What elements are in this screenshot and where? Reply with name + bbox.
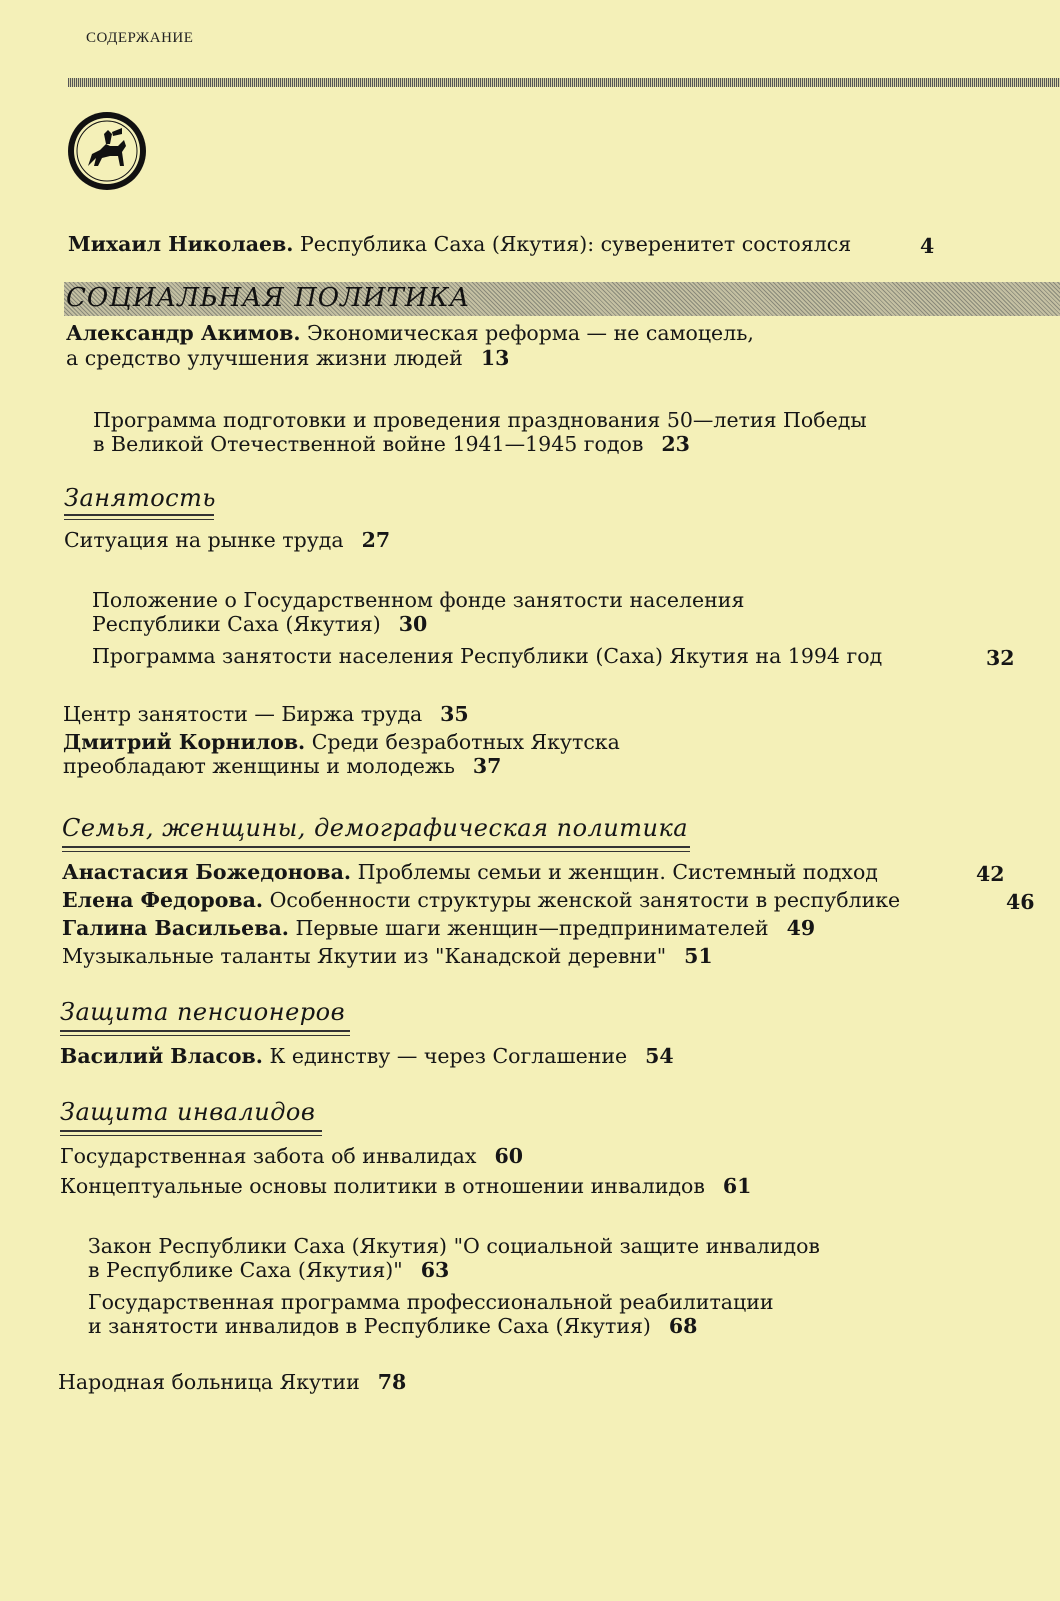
page-number: 61 — [722, 1174, 752, 1198]
page-number: 63 — [420, 1258, 450, 1282]
toc-entry-bozhedonova[interactable] — [62, 860, 878, 885]
page-number: 4 — [920, 234, 935, 258]
subsection-underline — [64, 514, 214, 520]
page-number: 46 — [1006, 890, 1035, 914]
entry-title-line2: в Великой Отечественной войне 1941—1945 годов — [93, 432, 644, 456]
page-number: 37 — [472, 754, 502, 778]
entry-author: Дмитрий Корнилов. — [63, 730, 306, 754]
entry-title: Первые шаги женщин—предпринимателей — [295, 916, 769, 940]
toc-entry-law[interactable] — [88, 1234, 820, 1259]
entry-title: Республика Саха (Якутия): суверенитет состоялся — [299, 232, 852, 256]
toc-entry-fedorova[interactable] — [62, 888, 900, 913]
entry-title-line1: Экономическая реформа — не самоцель, — [307, 321, 754, 345]
page-number: 27 — [361, 528, 391, 552]
entry-title: Программа занятости населения Республики (Саха) Якутия на 1994 год — [92, 644, 883, 668]
entry-title-line1: Закон Республики Саха (Якутия) "О социальной защите инвалидов — [88, 1234, 820, 1258]
top-rule-divider — [68, 78, 1060, 87]
entry-title-line1: Государственная программа профессиональной реабилитации — [88, 1290, 774, 1314]
page-number: 13 — [480, 346, 510, 370]
entry-author: Анастасия Божедонова. — [62, 860, 352, 884]
toc-entry-victory-cont[interactable] — [93, 432, 690, 457]
subsection-heading-employment: Занятость — [64, 484, 216, 512]
page-number: 51 — [684, 944, 713, 968]
toc-entry-intro[interactable] — [68, 232, 851, 257]
toc-entry-labor-market[interactable] — [64, 528, 390, 553]
page-number: 23 — [661, 432, 690, 456]
entry-title-line1: Программа подготовки и проведения празднования 50—летия Победы — [93, 408, 867, 432]
page-number: 78 — [377, 1370, 407, 1394]
horse-rider-emblem-icon — [66, 110, 148, 192]
toc-entry-fund[interactable] — [92, 588, 744, 613]
entry-title: Центр занятости — Биржа труда — [63, 702, 423, 726]
toc-entry-state-care[interactable] — [60, 1144, 523, 1169]
section-title: СОЦИАЛЬНАЯ ПОЛИТИКА — [66, 283, 471, 313]
toc-entry-law-cont[interactable] — [88, 1258, 449, 1283]
header-label: СОДЕРЖАНИЕ — [86, 30, 194, 46]
subsection-heading-family: Семья, женщины, демографическая политика — [62, 814, 689, 842]
entry-title: Народная больница Якутии — [58, 1370, 360, 1394]
entry-title-line2: преобладают женщины и молодежь — [63, 754, 455, 778]
page-number: 60 — [494, 1144, 523, 1168]
toc-entry-music[interactable] — [62, 944, 713, 969]
page-number: 35 — [440, 702, 469, 726]
entry-title-line1: Положение о Государственном фонде занятости населения — [92, 588, 745, 612]
toc-entry-akimov[interactable] — [66, 321, 754, 346]
page-number: 68 — [668, 1314, 698, 1338]
toc-entry-rehab[interactable] — [88, 1290, 774, 1315]
entry-author: Галина Васильева. — [62, 916, 289, 940]
page-number: 54 — [645, 1044, 674, 1068]
toc-entry-akimov-cont[interactable] — [66, 346, 509, 371]
toc-entry-kornilov-cont[interactable] — [63, 754, 501, 779]
entry-author: Александр Акимов. — [66, 321, 301, 345]
toc-entry-fund-cont[interactable] — [92, 612, 427, 637]
entry-title: Государственная забота об инвалидах — [60, 1144, 477, 1168]
subsection-underline — [60, 1130, 322, 1136]
entry-title-line2: Республики Саха (Якутия) — [92, 612, 381, 636]
toc-entry-employment-program[interactable] — [92, 644, 882, 669]
toc-entry-hospital[interactable] — [58, 1370, 406, 1395]
toc-entry-labor-exchange[interactable] — [63, 702, 469, 727]
entry-author: Василий Власов. — [60, 1044, 263, 1068]
entry-title: Проблемы семьи и женщин. Системный подход — [357, 860, 878, 884]
toc-entry-vasilyeva[interactable] — [62, 916, 815, 941]
toc-entry-rehab-cont[interactable] — [88, 1314, 697, 1339]
toc-entry-vlasov[interactable] — [60, 1044, 674, 1069]
entry-title: Концептуальные основы политики в отношении инвалидов — [60, 1174, 705, 1198]
entry-title: К единству — через Соглашение — [269, 1044, 628, 1068]
page-number: 49 — [786, 916, 816, 940]
entry-title: Музыкальные таланты Якутии из "Канадской деревни" — [62, 944, 667, 968]
entry-author: Елена Федорова. — [62, 888, 264, 912]
page-number: 32 — [986, 646, 1015, 670]
entry-title: Ситуация на рынке труда — [64, 528, 344, 552]
subsection-underline — [60, 1030, 350, 1036]
toc-entry-victory[interactable] — [93, 408, 867, 433]
page-number: 30 — [398, 612, 428, 636]
entry-title-line1: Среди безработных Якутска — [311, 730, 620, 754]
toc-entry-kornilov[interactable] — [63, 730, 620, 755]
subsection-heading-pensioners: Защита пенсионеров — [60, 998, 346, 1026]
subsection-heading-disabled: Защита инвалидов — [60, 1098, 316, 1126]
entry-title-line2: и занятости инвалидов в Республике Саха (Якутия) — [88, 1314, 651, 1338]
entry-title-line2: а средство улучшения жизни людей — [66, 346, 463, 370]
page-number: 42 — [976, 862, 1005, 886]
subsection-underline — [62, 846, 690, 852]
toc-entry-conceptual[interactable] — [60, 1174, 751, 1199]
entry-title: Особенности структуры женской занятости в республике — [269, 888, 901, 912]
entry-author: Михаил Николаев. — [68, 232, 294, 256]
entry-title-line2: в Республике Саха (Якутия)" — [88, 1258, 403, 1282]
